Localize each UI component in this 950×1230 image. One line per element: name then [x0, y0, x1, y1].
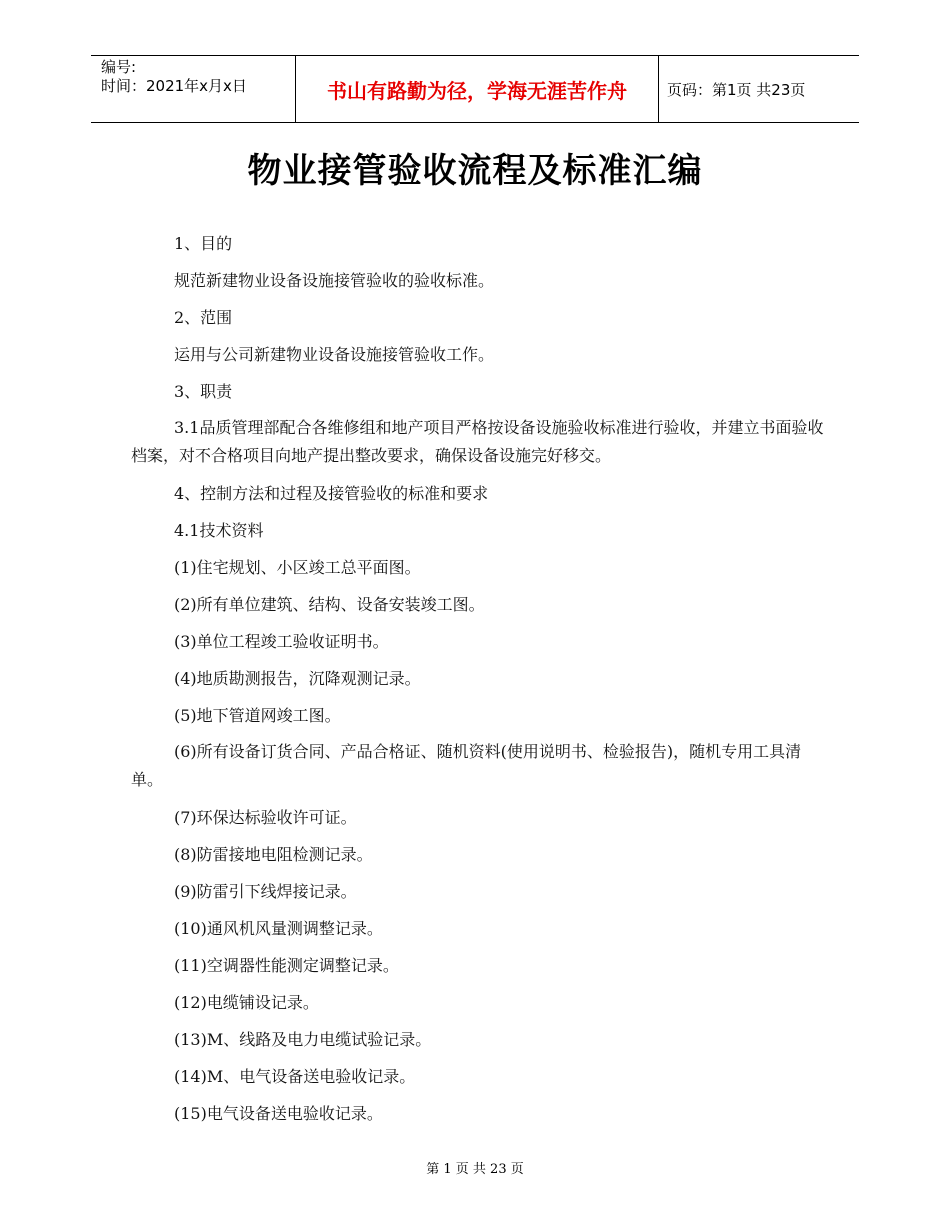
- header-number-label: 编号:: [101, 58, 137, 76]
- paragraph: (9)防雷引下线焊接记录。: [174, 882, 357, 901]
- paragraph: 3.1品质管理部配合各维修组和地产项目严格按设备设施验收标准进行验收，并建立书面验收档案，对不合格项目向地产提出整改要求，确保设备设施完好移交。: [131, 418, 824, 465]
- paragraph: 4、控制方法和过程及接管验收的标准和要求: [174, 484, 489, 503]
- paragraph: 规范新建物业设备设施接管验收的验收标准。: [174, 271, 495, 290]
- paragraph: 1、目的: [174, 234, 233, 253]
- paragraph: (8)防雷接地电阻检测记录。: [174, 845, 373, 864]
- header-motto: 书山有路勤为径，学海无涯苦作舟: [295, 56, 659, 122]
- paragraph: (5)地下管道网竣工图。: [174, 706, 341, 725]
- header-meta: [91, 56, 295, 122]
- paragraph: 运用与公司新建物业设备设施接管验收工作。: [174, 345, 495, 364]
- document-body: [131, 225, 831, 1132]
- page-header: [91, 55, 859, 123]
- paragraph: (3)单位工程竣工验收证明书。: [174, 632, 389, 651]
- page-footer: 第 1 页 共 23 页: [426, 1162, 524, 1177]
- paragraph: 4.1技术资料: [174, 521, 264, 540]
- header-page-info: 页码：第1页 共23页: [667, 80, 806, 99]
- paragraph: (6)所有设备订货合同、产品合格证、随机资料(使用说明书、检验报告)，随机专用工具清单。: [131, 742, 802, 789]
- paragraph: (12)电缆铺设记录。: [174, 993, 319, 1012]
- paragraph: 3、职责: [174, 382, 233, 401]
- paragraph: (14)M、电气设备送电验收记录。: [174, 1067, 416, 1086]
- paragraph: (4)地质勘测报告，沉降观测记录。: [174, 669, 421, 688]
- document-title: 物业接管验收流程及标准汇编: [247, 151, 703, 191]
- paragraph: 2、范围: [174, 308, 233, 327]
- paragraph: (13)M、线路及电力电缆试验记录。: [174, 1030, 432, 1049]
- paragraph: (15)电气设备送电验收记录。: [174, 1104, 383, 1123]
- paragraph: (7)环保达标验收许可证。: [174, 808, 357, 827]
- paragraph: (2)所有单位建筑、结构、设备安装竣工图。: [174, 595, 485, 614]
- header-time-label: 时间：2021年x月x日: [101, 77, 247, 95]
- paragraph: (1)住宅规划、小区竣工总平面图。: [174, 558, 421, 577]
- paragraph: (11)空调器性能测定调整记录。: [174, 956, 399, 975]
- paragraph: (10)通风机风量测调整记录。: [174, 919, 383, 938]
